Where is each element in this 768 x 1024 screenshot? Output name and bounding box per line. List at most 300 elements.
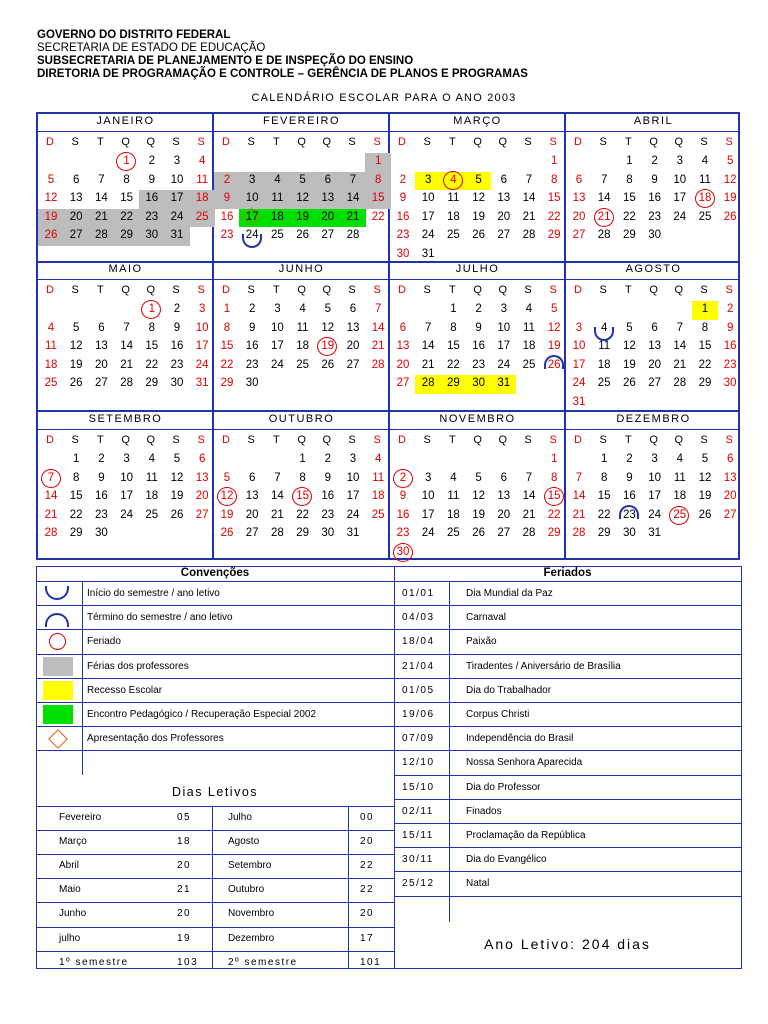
calendar-day: 24	[120, 508, 133, 521]
convention-row-rule	[36, 726, 394, 727]
dias-letivos-row-rule	[36, 951, 394, 952]
calendar-day: 23	[145, 210, 159, 223]
holiday-name: Independência do Brasil	[466, 733, 574, 745]
header-block	[37, 29, 528, 81]
calendar-day: 16	[648, 192, 661, 204]
calendar-day: 6	[726, 453, 734, 465]
calendar-day: 17	[421, 508, 435, 521]
calendar-day: 16	[94, 490, 108, 502]
calendar-day: 3	[651, 453, 658, 465]
holiday-circle	[695, 189, 715, 208]
calendar-day: 10	[421, 490, 435, 502]
holiday-row-rule	[394, 629, 741, 630]
calendar-day: 25	[698, 210, 712, 223]
calendar-day: 23	[245, 358, 259, 371]
calendar-day: 8	[600, 471, 608, 484]
calendar-day: 23	[170, 358, 184, 371]
calendar-day: 3	[274, 303, 281, 315]
calendar-day: 10	[673, 173, 687, 186]
weekday-label: S	[247, 284, 255, 296]
calendar-day: 12	[622, 340, 636, 352]
dias-letivos-month: Abril	[59, 860, 80, 871]
weekday-label: D	[398, 434, 406, 446]
calendar-day: 5	[550, 303, 558, 315]
calendar-day: 6	[500, 471, 507, 484]
header-line-4: DIRETORIA DE PROGRAMAÇÃO E CONTROLE – GERÊNCIA DE PLANOS E PROGRAMAS	[37, 68, 528, 80]
calendar-day: 7	[575, 471, 583, 484]
calendar-day: 29	[220, 377, 234, 389]
calendar-day: 12	[170, 471, 184, 484]
weekday-label: S	[700, 284, 708, 296]
dias-letivos-month: Outubro	[228, 884, 265, 896]
calendar-day: 30	[396, 247, 410, 260]
calendar-day: 22	[120, 210, 133, 223]
convention-row-rule	[36, 678, 394, 679]
calendar-day: 17	[245, 210, 259, 223]
calendar-day: 5	[475, 173, 482, 186]
calendar-day: 14	[270, 490, 284, 502]
calendar-day: 14	[572, 490, 586, 502]
holiday-circle	[669, 506, 689, 525]
calendar-day: 14	[371, 321, 385, 334]
calendar-day: 18	[673, 490, 687, 502]
month-name-underline	[214, 279, 388, 280]
calendar-title: CALENDÁRIO ESCOLAR PARA O ANO 2003	[251, 92, 517, 104]
holiday-circle	[393, 543, 413, 562]
calendar-day: 6	[500, 173, 507, 186]
holiday-name: Paixão	[466, 636, 497, 648]
calendar-day: 30	[622, 527, 636, 539]
holiday-circle	[41, 469, 61, 488]
weekday-label: S	[423, 434, 431, 446]
month-name-underline	[390, 279, 564, 280]
calendar-day: 3	[424, 173, 432, 186]
calendar-day: 24	[346, 508, 360, 521]
calendar-day: 17	[170, 192, 184, 204]
ano-letivo-total: Ano Letivo: 204 dias	[484, 936, 651, 952]
calendar-day: 6	[651, 321, 658, 334]
calendar-day: 18	[195, 192, 209, 204]
calendar-day: 31	[572, 395, 586, 408]
calendar-day: 18	[522, 340, 536, 352]
calendar-day: 23	[396, 527, 410, 539]
calendar-day: 11	[296, 321, 309, 334]
calendar-day: 28	[673, 377, 687, 389]
weekday-label: Q	[121, 136, 130, 148]
calendar-day: 12	[698, 471, 712, 484]
legend-border	[36, 968, 742, 969]
calendar-day: 31	[346, 527, 360, 539]
calendar-day: 1	[626, 155, 633, 167]
weekday-label: D	[222, 136, 230, 148]
calendar-day: 28	[597, 229, 611, 241]
calendar-day: 25	[44, 377, 58, 389]
calendar-day: 20	[346, 340, 360, 352]
weekday-label: Q	[146, 284, 156, 296]
holiday-date: 30/11	[402, 854, 434, 866]
holiday-name: Dia do Trabalhador	[466, 684, 552, 696]
weekday-label: S	[197, 434, 205, 446]
calendar-day: 13	[346, 321, 360, 334]
calendar-day: 8	[550, 471, 558, 484]
weekday-label: D	[574, 434, 582, 446]
calendar-day: 15	[446, 340, 460, 352]
calendar-day: 3	[500, 303, 507, 315]
calendar-day: 10	[245, 192, 259, 204]
calendar-day: 7	[374, 303, 382, 315]
calendar-day: 19	[170, 490, 184, 502]
weekday-label: Q	[473, 434, 482, 446]
holiday-name: Nossa Senhora Aparecida	[466, 757, 583, 769]
calendar-day: 3	[123, 453, 130, 465]
calendar-day: 9	[148, 173, 155, 186]
holiday-row-rule	[394, 678, 741, 679]
legend-border	[741, 566, 742, 969]
calendar-day: 11	[271, 192, 284, 204]
calendar-day: 5	[626, 321, 633, 334]
dias-letivos-value: 05	[177, 811, 192, 823]
calendar-day: 7	[274, 471, 281, 484]
calendar-day: 9	[626, 471, 633, 484]
calendar-day: 16	[472, 340, 485, 352]
calendar-day: 19	[44, 210, 58, 223]
calendar-day: 19	[69, 358, 83, 371]
calendar-day: 14	[421, 340, 435, 352]
calendar-day: 31	[497, 377, 511, 389]
weekday-label: S	[373, 284, 381, 296]
calendar-day: 12	[220, 490, 234, 502]
calendar-day: 9	[173, 321, 181, 334]
calendar-day: 24	[270, 358, 284, 371]
holiday-row-rule	[394, 726, 741, 727]
calendar-day: 22	[446, 358, 460, 371]
dias-letivos-value: 20	[177, 860, 192, 871]
month-name: ABRIL	[633, 115, 674, 127]
calendar-day: 19	[321, 340, 335, 352]
calendar-day: 1	[701, 303, 709, 315]
calendar-day: 29	[698, 377, 712, 389]
calendar-day: 25	[446, 229, 460, 241]
calendar-day: 29	[120, 229, 133, 241]
calendar-day: 5	[173, 453, 181, 465]
calendar-day: 22	[371, 210, 385, 223]
weekday-label: Q	[322, 136, 332, 148]
calendar-day: 9	[248, 321, 256, 334]
calendar-day: 22	[698, 358, 712, 371]
calendar-day: 17	[120, 490, 133, 502]
calendar-day: 20	[396, 358, 410, 371]
dias-letivos-title: Dias Letivos	[171, 784, 259, 799]
weekday-label: S	[700, 434, 708, 446]
presentation-diamond-icon	[48, 729, 68, 749]
calendar-day: 20	[497, 210, 511, 223]
weekday-label: Q	[297, 284, 306, 296]
calendar-day: 23	[723, 358, 737, 371]
calendar-day: 6	[324, 173, 331, 186]
calendar-day: 1	[374, 155, 382, 167]
calendar-day: 22	[597, 508, 611, 521]
calendar-day: 18	[44, 358, 58, 371]
calendar-day: 7	[47, 471, 55, 484]
weekday-label: D	[46, 284, 54, 296]
calendar-day: 19	[547, 340, 561, 352]
holiday-circle	[594, 208, 614, 227]
calendar-day: 9	[98, 471, 105, 484]
weekday-label: T	[97, 284, 104, 296]
weekday-label: S	[71, 284, 79, 296]
calendar-day: 11	[523, 321, 535, 334]
calendar-day: 30	[396, 545, 410, 558]
weekday-label: T	[625, 434, 632, 446]
holiday-date: 01/01	[402, 588, 435, 599]
calendar-day: 16	[145, 192, 159, 204]
convention-label: Férias dos professores	[87, 660, 189, 672]
calendar-day: 30	[472, 377, 485, 389]
conventions-title: Convenções	[180, 567, 250, 579]
calendar-day: 11	[673, 471, 686, 484]
calendar-day: 11	[196, 173, 209, 186]
calendar-day: 21	[270, 508, 284, 521]
month-name-underline	[566, 131, 740, 132]
calendar-day: 5	[223, 471, 231, 484]
month-name: DEZEMBRO	[616, 413, 691, 425]
holiday-row-rule	[394, 847, 741, 848]
month-name: MAIO	[108, 263, 143, 275]
calendar-day: 6	[349, 303, 357, 315]
holiday-date: 21/04	[402, 660, 435, 672]
calendar-day: 25	[145, 508, 159, 521]
calendar-day: 28	[94, 229, 108, 241]
calendar-day: 8	[701, 321, 709, 334]
calendar-day: 29	[69, 527, 83, 539]
weekday-label: S	[423, 284, 431, 296]
weekday-label: D	[574, 284, 582, 296]
calendar-day: 19	[296, 210, 309, 223]
convention-label: Recesso Escolar	[87, 684, 163, 696]
weekday-label: T	[449, 434, 456, 446]
calendar-day: 10	[346, 471, 360, 484]
calendar-day: 24	[421, 229, 435, 241]
dias-letivos-row-rule	[36, 902, 394, 903]
calendar-day: 22	[220, 358, 234, 371]
calendar-day: 5	[47, 173, 55, 186]
calendar-day: 2	[223, 173, 231, 186]
holiday-date: 07/09	[402, 733, 435, 745]
calendar-day: 31	[648, 527, 661, 539]
weekday-label: S	[348, 434, 356, 446]
calendar-day: 14	[597, 192, 611, 204]
calendar-day: 7	[525, 173, 533, 186]
calendar-day: 1	[600, 453, 608, 465]
month-name-underline	[566, 279, 740, 280]
calendar-day: 27	[497, 527, 511, 539]
calendar-day: 23	[321, 508, 335, 521]
calendar-day: 9	[651, 173, 658, 186]
weekday-label: S	[524, 284, 532, 296]
calendar-day: 8	[374, 173, 382, 186]
calendar-day: 22	[145, 358, 159, 371]
weekday-label: S	[423, 136, 431, 148]
calendar-day: 16	[321, 490, 335, 502]
calendar-day: 26	[472, 229, 485, 241]
calendar-day: 11	[45, 340, 57, 352]
calendar-day: 29	[145, 377, 159, 389]
calendar-day: 26	[220, 527, 234, 539]
calendar-day: 30	[94, 527, 108, 539]
calendar-day: 13	[69, 192, 83, 204]
weekday-label: D	[398, 284, 406, 296]
calendar-day: 26	[296, 229, 309, 241]
calendar-day: 16	[170, 340, 184, 352]
calendar-day: 24	[673, 210, 687, 223]
calendar-day: 24	[497, 358, 511, 371]
calendar-day: 9	[475, 321, 482, 334]
month-name-underline	[214, 429, 388, 430]
calendar-day: 2	[726, 303, 734, 315]
calendar-day: 21	[371, 340, 385, 352]
weekday-label: S	[725, 136, 733, 148]
dias-letivos-value: 20	[177, 908, 192, 920]
weekday-label: T	[97, 434, 104, 446]
calendar-day: 31	[170, 229, 184, 241]
weekday-label: Q	[674, 434, 684, 446]
weekday-label: S	[549, 284, 557, 296]
calendar-day: 22	[547, 210, 561, 223]
convention-label: Encontro Pedagógico / Recuperação Especial 2002	[87, 709, 317, 720]
weekday-label: S	[172, 434, 180, 446]
calendar-day: 1	[223, 303, 231, 315]
weekday-label: Q	[498, 136, 508, 148]
weekday-label: S	[599, 434, 607, 446]
calendar-day: 26	[321, 358, 335, 371]
dias-letivos-month: Julho	[228, 811, 252, 823]
calendar-day: 4	[148, 453, 155, 465]
month-name: FEVEREIRO	[262, 115, 341, 127]
calendar-day: 17	[421, 210, 435, 223]
calendar-day: 19	[622, 358, 636, 371]
weekday-label: Q	[322, 434, 332, 446]
weekday-label: T	[273, 284, 280, 296]
calendar-day: 28	[572, 527, 586, 539]
calendar-day: 17	[195, 340, 209, 352]
holiday-circle-icon	[49, 633, 66, 650]
semester-start-icon	[45, 586, 69, 600]
calendar-day: 3	[248, 173, 256, 186]
calendar-day: 11	[447, 490, 460, 502]
calendar-day: 7	[123, 321, 130, 334]
calendar-day: 15	[547, 490, 561, 502]
weekday-label: S	[172, 136, 180, 148]
calendar-day: 15	[220, 340, 234, 352]
convention-row-rule	[36, 702, 394, 703]
calendar-day: 13	[497, 490, 511, 502]
calendar-day: 7	[424, 321, 432, 334]
weekday-label: Q	[146, 136, 156, 148]
dias-letivos-value: 20	[360, 908, 375, 920]
yellow-swatch-icon	[43, 681, 73, 700]
calendar-day: 6	[98, 321, 105, 334]
weekday-label: S	[197, 136, 205, 148]
calendar-day: 27	[497, 229, 511, 241]
weekday-label: S	[71, 136, 79, 148]
calendar-day: 18	[145, 490, 159, 502]
calendar-day: 28	[44, 527, 58, 539]
calendar-day: 15	[547, 192, 561, 204]
dias-letivos-month: Dezembro	[228, 932, 275, 944]
calendar-day: 4	[600, 321, 608, 334]
calendar-day: 11	[145, 471, 158, 484]
holiday-date: 25/12	[402, 878, 435, 890]
calendar-day: 2	[148, 155, 155, 167]
convention-row-rule	[36, 654, 394, 655]
calendar-day: 27	[321, 229, 335, 241]
calendar-day: 21	[522, 210, 536, 223]
calendar-day: 24	[421, 527, 435, 539]
calendar-day: 13	[648, 340, 661, 352]
calendar-day: 4	[701, 155, 709, 167]
weekday-label: S	[549, 136, 557, 148]
calendar-day: 8	[223, 321, 231, 334]
calendar-day: 1	[550, 453, 558, 465]
dias-letivos-row-rule	[36, 927, 394, 928]
calendar-day: 13	[94, 340, 108, 352]
semester-end-icon	[45, 613, 69, 627]
calendar-day: 26	[44, 229, 58, 241]
weekday-label: S	[725, 434, 733, 446]
calendar-day: 15	[296, 490, 309, 502]
calendar-day: 6	[72, 173, 80, 186]
convention-label: Feriado	[87, 636, 121, 648]
header-line-2: SECRETARIA DE ESTADO DE EDUCAÇÃO	[37, 42, 266, 54]
calendar-day: 26	[698, 508, 712, 521]
gray-swatch-icon	[43, 657, 73, 676]
month-name: MARÇO	[453, 115, 502, 127]
calendar-day: 22	[622, 210, 636, 223]
calendar-day: 1	[72, 453, 80, 465]
calendar-day: 10	[421, 192, 435, 204]
calendar-day: 21	[597, 210, 611, 223]
calendar-day: 1	[450, 303, 457, 315]
weekday-label: Q	[674, 284, 684, 296]
calendar-day: 6	[575, 173, 583, 186]
month-name-underline	[38, 131, 212, 132]
calendar-day: 9	[726, 321, 734, 334]
calendar-day: 25	[597, 377, 611, 389]
calendar-day: 16	[220, 210, 234, 223]
weekday-label: Q	[322, 284, 332, 296]
calendar-day: 2	[173, 303, 181, 315]
weekday-label: S	[700, 136, 708, 148]
calendar-day: 5	[72, 321, 80, 334]
weekday-label: Q	[649, 284, 658, 296]
calendar-day: 28	[270, 527, 284, 539]
calendar-day: 21	[421, 358, 435, 371]
calendar-day: 18	[446, 210, 460, 223]
dias-letivos-value: 22	[360, 884, 375, 896]
weekday-label: S	[549, 434, 557, 446]
dias-letivos-value: 19	[177, 932, 192, 944]
holiday-row-rule	[394, 702, 741, 703]
holiday-date: 19/06	[402, 709, 435, 720]
calendar-day: 3	[349, 453, 357, 465]
calendar-day: 12	[296, 192, 309, 204]
calendar-day: 28	[522, 229, 536, 241]
calendar-day: 2	[475, 303, 482, 315]
calendar-day: 28	[371, 358, 385, 371]
dias-letivos-month: Setembro	[228, 860, 272, 871]
calendar-day: 18	[446, 508, 460, 521]
calendar-day: 24	[245, 229, 259, 241]
